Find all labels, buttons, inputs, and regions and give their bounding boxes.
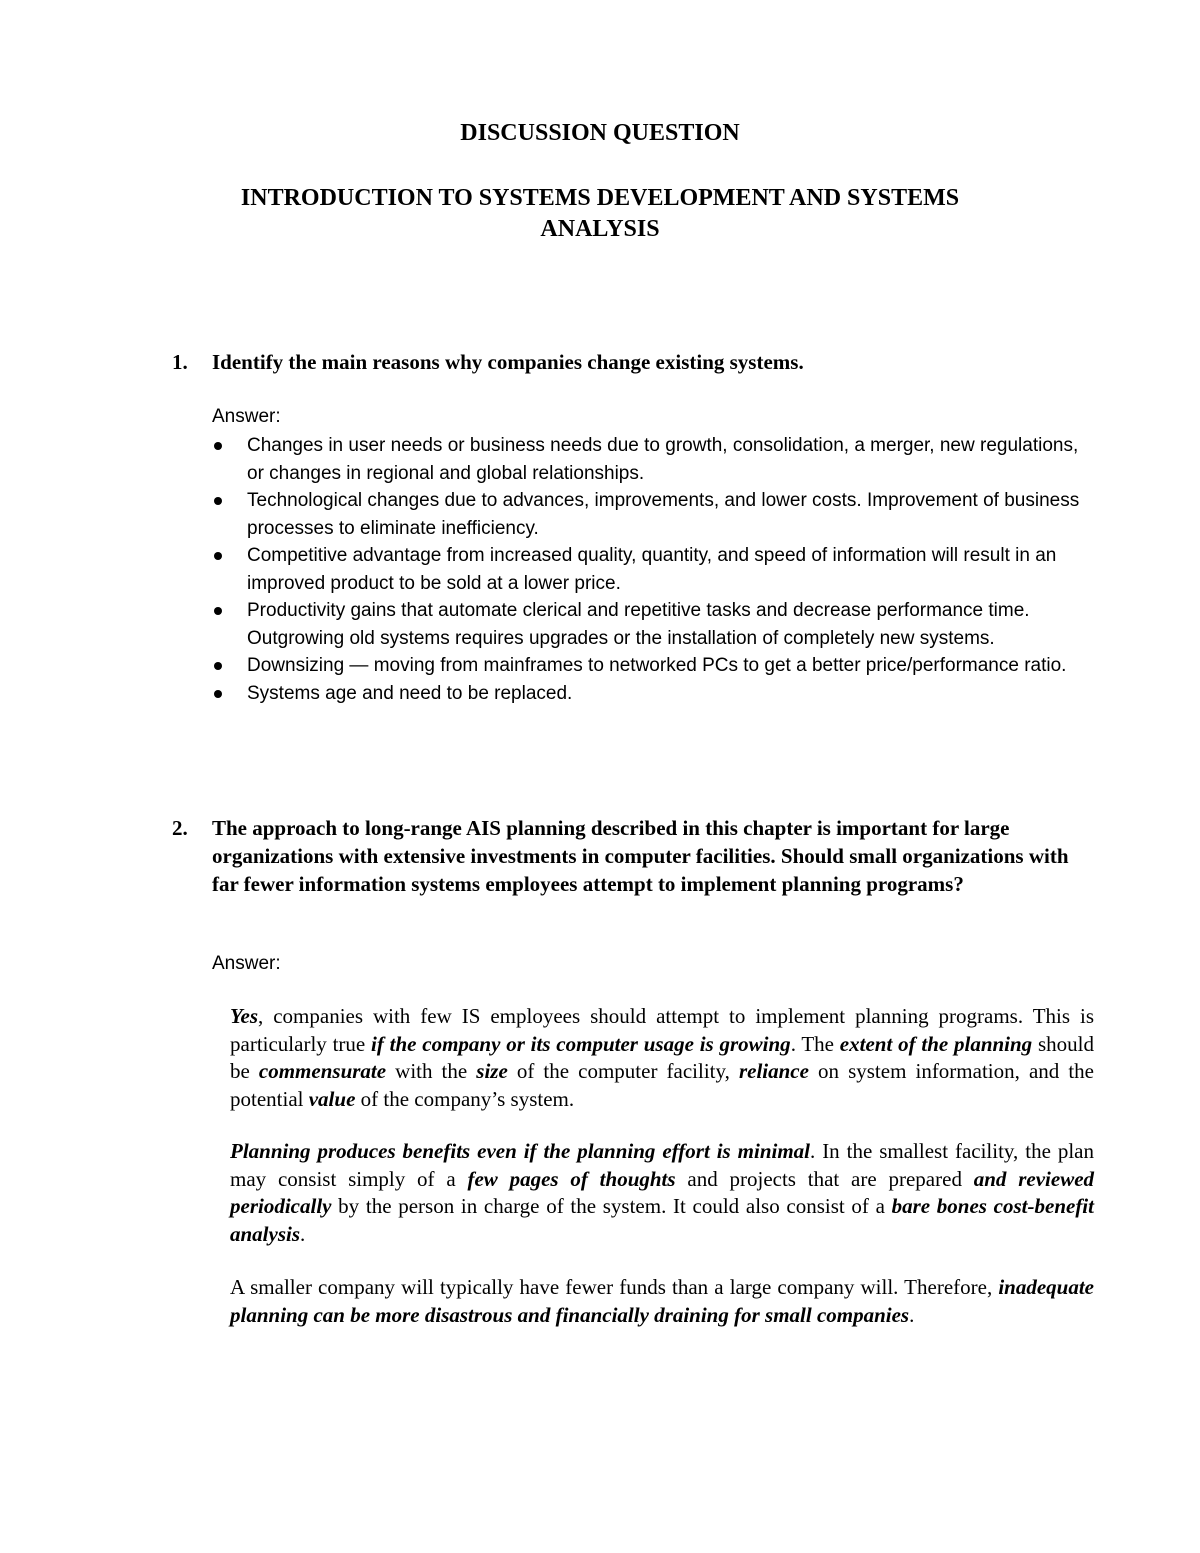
answer-paragraph-3: [230, 1274, 1094, 1329]
list-item-text: Competitive advantage from increased quality, quantity, and speed of information will result in an improved product to be sold at a lower price.: [247, 545, 1057, 594]
list-item: [212, 432, 1092, 487]
list-item: [212, 652, 1092, 680]
emphasis-text: size: [476, 1059, 508, 1083]
question-1-answer-label: Answer:: [212, 406, 281, 427]
body-text: and projects that are prepared: [675, 1166, 974, 1191]
list-item-text: Productivity gains that automate clerical and repetitive tasks and decrease performance time. Outgrowing old systems requires upgrades or the installation of completely new systems.: [247, 600, 1030, 649]
answer-paragraph-1: [230, 1003, 1094, 1113]
emphasis-text: inadequate planning can be more disastrous and financially draining for small companies: [230, 1275, 1094, 1327]
emphasis-text: Yes: [230, 1004, 258, 1028]
document-title-line2: ANALYSIS: [540, 216, 660, 242]
question-1-text: Identify the main reasons why companies change existing systems.: [212, 350, 804, 374]
bullet-icon: [214, 607, 222, 615]
body-text: . In the smallest facility, the plan may consist simply of a: [230, 1139, 1094, 1191]
bullet-icon: [214, 497, 222, 505]
body-text: . The: [790, 1031, 840, 1056]
list-item: [212, 597, 1092, 652]
emphasis-text: if the company or its computer usage is growing: [371, 1031, 791, 1056]
list-item: [212, 487, 1092, 542]
document-heading: DISCUSSION QUESTION: [460, 120, 740, 146]
document-title-line1: INTRODUCTION TO SYSTEMS DEVELOPMENT AND SYSTEMS: [240, 185, 960, 211]
emphasis-text: extent of the planning: [839, 1031, 1033, 1056]
body-text: .: [909, 1302, 915, 1327]
emphasis-text: bare bones cost-benefit analysis: [230, 1194, 1094, 1246]
question-1-answer-list: [212, 432, 1092, 707]
list-item: [212, 680, 1092, 708]
emphasis-text: commensurate: [258, 1059, 387, 1083]
question-2-number: 2.: [172, 816, 188, 840]
list-item-text: Downsizing — moving from mainframes to networked PCs to get a better price/performance ratio.: [247, 655, 1067, 676]
list-item-text: Changes in user needs or business needs due to growth, consolidation, a merger, new regulations, or changes in regional and global relationships.: [247, 435, 1079, 484]
list-item: [212, 542, 1092, 597]
body-text: .: [300, 1221, 306, 1246]
list-item-text: Technological changes due to advances, improvements, and lower costs. Improvement of business processes to eliminate inefficiency.: [247, 490, 1080, 539]
body-text: of the computer facility,: [507, 1059, 739, 1083]
body-text: by the person in charge of the system. It could also consist of a: [331, 1194, 892, 1218]
body-text: on system information, and the potential: [230, 1059, 1094, 1111]
bullet-icon: [214, 552, 222, 560]
bullet-icon: [214, 442, 222, 450]
list-item-text: Systems age and need to be replaced.: [247, 682, 573, 704]
emphasis-text: Planning produces benefits even if the planning effort is minimal: [230, 1139, 811, 1163]
bullet-icon: [214, 690, 222, 698]
answer-paragraph-2: [230, 1138, 1094, 1248]
body-text: , companies with few IS employees should attempt to implement planning programs. This is particularly true: [230, 1004, 1094, 1056]
bullet-icon: [214, 662, 222, 670]
emphasis-text: and reviewed periodically: [230, 1166, 1095, 1218]
question-2-answer-label: Answer:: [212, 953, 281, 974]
question-1-number: 1.: [172, 350, 188, 374]
body-text: A smaller company will typically have fewer funds than a large company will. Therefore,: [230, 1275, 999, 1299]
question-2-text: The approach to long-range AIS planning described in this chapter is important for large organizations with extensive investments in computer facilities. Should small organizations with far fewer information systems employees attempt to implement planning programs?: [212, 816, 1069, 896]
emphasis-text: few pages of thoughts: [467, 1166, 676, 1191]
emphasis-text: value: [308, 1086, 356, 1111]
body-text: of the company’s system.: [355, 1086, 575, 1111]
body-text: with the: [386, 1059, 477, 1083]
emphasis-text: reliance: [738, 1059, 809, 1083]
body-text: should be: [230, 1031, 1094, 1083]
